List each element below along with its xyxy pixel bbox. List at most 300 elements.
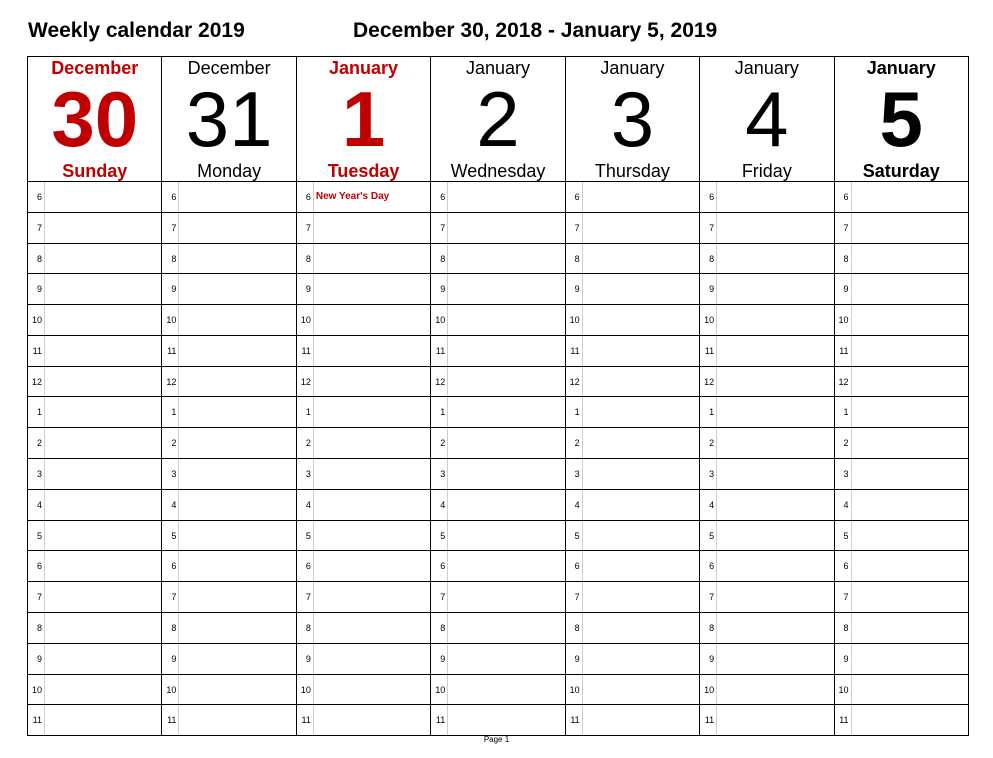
hour-row[interactable] [835, 336, 968, 367]
time-slot[interactable] [583, 521, 699, 551]
day-number: 2 [476, 75, 520, 163]
hour-row[interactable] [162, 582, 295, 613]
time-slot[interactable] [717, 675, 833, 705]
hour-row[interactable] [162, 213, 295, 244]
hour-row[interactable] [28, 705, 161, 736]
time-slot[interactable] [852, 397, 968, 427]
hour-label: 2 [297, 428, 314, 458]
time-slot[interactable] [583, 182, 699, 212]
time-slot[interactable] [45, 182, 161, 212]
hour-row[interactable] [162, 305, 295, 336]
time-slot[interactable] [852, 582, 968, 612]
hour-label: 2 [835, 428, 852, 458]
hour-row[interactable] [162, 551, 295, 582]
time-slot[interactable] [717, 521, 833, 551]
hour-row[interactable] [162, 274, 295, 305]
time-slot[interactable] [45, 397, 161, 427]
hour-row[interactable] [835, 213, 968, 244]
hour-label: 4 [28, 490, 45, 520]
hour-row[interactable] [566, 274, 699, 305]
hour-row[interactable] [566, 305, 699, 336]
hour-row[interactable] [297, 551, 430, 582]
hour-row[interactable] [162, 490, 295, 521]
hour-row[interactable] [28, 582, 161, 613]
time-slot[interactable] [852, 428, 968, 458]
hour-row[interactable] [297, 613, 430, 644]
time-slot[interactable] [717, 551, 833, 581]
time-slot[interactable] [179, 705, 295, 735]
time-slot[interactable] [583, 305, 699, 335]
time-slot[interactable] [314, 336, 430, 366]
hour-label: 9 [162, 644, 179, 674]
time-slot[interactable] [314, 397, 430, 427]
time-slot[interactable] [448, 551, 564, 581]
time-slot[interactable] [852, 305, 968, 335]
hour-row[interactable] [162, 644, 295, 675]
time-slot[interactable] [583, 367, 699, 397]
hour-label: 6 [28, 551, 45, 581]
hour-row[interactable] [835, 367, 968, 398]
hour-row[interactable] [700, 644, 833, 675]
hour-label: 11 [835, 336, 852, 366]
time-slot[interactable] [852, 705, 968, 735]
hour-row[interactable] [566, 644, 699, 675]
time-slot[interactable] [45, 459, 161, 489]
hour-row[interactable] [700, 521, 833, 552]
time-slot[interactable] [314, 459, 430, 489]
hour-row[interactable] [835, 490, 968, 521]
time-slot[interactable] [179, 305, 295, 335]
time-slot[interactable] [852, 675, 968, 705]
hour-row[interactable] [162, 182, 295, 213]
time-slot[interactable] [179, 459, 295, 489]
hour-row[interactable] [566, 521, 699, 552]
time-slot[interactable] [583, 613, 699, 643]
hour-label: 7 [700, 582, 717, 612]
hour-row[interactable] [835, 705, 968, 736]
time-slot[interactable] [314, 244, 430, 274]
time-slot[interactable] [45, 274, 161, 304]
hour-row[interactable] [835, 305, 968, 336]
hour-row[interactable] [28, 336, 161, 367]
time-slot[interactable] [179, 521, 295, 551]
hour-row[interactable] [297, 182, 430, 213]
time-slot[interactable] [45, 428, 161, 458]
time-slot[interactable] [717, 397, 833, 427]
hour-label: 11 [700, 336, 717, 366]
hour-row[interactable] [431, 367, 564, 398]
hour-row[interactable] [431, 305, 564, 336]
time-slot[interactable] [314, 490, 430, 520]
hour-label: 4 [835, 490, 852, 520]
hour-row[interactable] [566, 675, 699, 706]
hour-label: 8 [162, 613, 179, 643]
time-slot[interactable] [448, 490, 564, 520]
hour-row[interactable] [835, 182, 968, 213]
time-slot[interactable] [314, 644, 430, 674]
hour-row[interactable] [162, 336, 295, 367]
hour-row[interactable] [566, 397, 699, 428]
hour-label: 7 [28, 582, 45, 612]
hour-row[interactable] [297, 582, 430, 613]
hour-row[interactable] [28, 244, 161, 275]
time-slot[interactable] [179, 274, 295, 304]
hour-row[interactable] [297, 644, 430, 675]
hour-row[interactable] [297, 305, 430, 336]
hour-row[interactable] [297, 428, 430, 459]
time-slot[interactable] [448, 644, 564, 674]
time-slot[interactable]: New Year's Day [315, 191, 390, 202]
time-slot[interactable] [179, 213, 295, 243]
time-slot[interactable] [314, 274, 430, 304]
time-slot[interactable] [314, 428, 430, 458]
hour-row[interactable] [162, 613, 295, 644]
time-slot[interactable] [45, 367, 161, 397]
day-number: 4 [745, 75, 789, 163]
time-slot[interactable] [179, 490, 295, 520]
hour-row[interactable] [28, 675, 161, 706]
hour-label: 7 [700, 213, 717, 243]
hour-row[interactable] [835, 582, 968, 613]
day-weekday: Thursday [594, 161, 670, 181]
time-slot[interactable] [717, 274, 833, 304]
hour-row[interactable] [297, 705, 430, 736]
time-slot[interactable] [852, 336, 968, 366]
time-slot[interactable] [314, 613, 430, 643]
hour-label: 8 [431, 613, 448, 643]
hour-row[interactable] [835, 551, 968, 582]
time-slot[interactable] [583, 582, 699, 612]
hour-label: 8 [297, 244, 314, 274]
hour-label: 3 [566, 459, 583, 489]
time-slot[interactable] [179, 613, 295, 643]
time-slot[interactable] [179, 397, 295, 427]
time-slot[interactable] [179, 336, 295, 366]
hour-row[interactable] [297, 367, 430, 398]
hour-row[interactable] [431, 274, 564, 305]
hour-row[interactable] [431, 244, 564, 275]
time-slot[interactable] [852, 521, 968, 551]
hour-row[interactable] [297, 521, 430, 552]
hour-row[interactable] [700, 274, 833, 305]
time-slot[interactable] [717, 582, 833, 612]
time-slot[interactable] [852, 274, 968, 304]
hour-label: 9 [431, 274, 448, 304]
time-slot[interactable] [583, 213, 699, 243]
hour-label: 10 [835, 675, 852, 705]
hour-row[interactable] [835, 244, 968, 275]
time-slot[interactable] [45, 705, 161, 735]
hour-label: 10 [700, 675, 717, 705]
time-slot[interactable] [717, 213, 833, 243]
day-header [297, 57, 430, 182]
hour-label: 3 [297, 459, 314, 489]
time-slot[interactable] [583, 397, 699, 427]
time-slot[interactable] [45, 244, 161, 274]
time-slot[interactable] [179, 551, 295, 581]
hour-row[interactable] [700, 397, 833, 428]
hour-label: 1 [28, 397, 45, 427]
hour-row[interactable] [297, 490, 430, 521]
hour-row[interactable] [431, 336, 564, 367]
time-slot[interactable] [179, 582, 295, 612]
time-slot[interactable] [448, 675, 564, 705]
hour-row[interactable] [566, 551, 699, 582]
time-slot[interactable] [448, 397, 564, 427]
time-slot[interactable] [448, 705, 564, 735]
time-slot[interactable] [45, 551, 161, 581]
hour-row[interactable] [566, 490, 699, 521]
time-slot[interactable] [448, 182, 564, 212]
time-slot[interactable] [717, 428, 833, 458]
hour-row[interactable] [28, 551, 161, 582]
hour-row[interactable] [28, 490, 161, 521]
hour-row[interactable] [162, 397, 295, 428]
time-slot[interactable] [179, 182, 295, 212]
time-slot[interactable] [583, 644, 699, 674]
hour-row[interactable] [700, 182, 833, 213]
time-slot[interactable] [852, 551, 968, 581]
hour-row[interactable] [566, 367, 699, 398]
hour-row[interactable] [700, 613, 833, 644]
time-slot[interactable] [179, 244, 295, 274]
time-slot[interactable] [852, 459, 968, 489]
time-slot[interactable] [717, 244, 833, 274]
hour-label: 8 [162, 244, 179, 274]
day-weekday: Friday [741, 161, 792, 181]
hour-row[interactable] [162, 459, 295, 490]
hour-row[interactable] [431, 182, 564, 213]
hour-row[interactable] [162, 367, 295, 398]
hour-row[interactable] [28, 367, 161, 398]
hour-row[interactable] [566, 459, 699, 490]
hour-row[interactable] [566, 613, 699, 644]
hour-row[interactable] [835, 644, 968, 675]
time-slot[interactable] [45, 336, 161, 366]
hour-row[interactable] [431, 521, 564, 552]
hour-label: 1 [431, 397, 448, 427]
time-slot[interactable] [448, 274, 564, 304]
time-slot[interactable] [717, 305, 833, 335]
hour-label: 7 [431, 582, 448, 612]
hour-row[interactable] [700, 305, 833, 336]
hour-row[interactable] [700, 582, 833, 613]
hour-label: 11 [28, 336, 45, 366]
hour-row[interactable] [835, 521, 968, 552]
hour-row[interactable] [835, 459, 968, 490]
hour-label: 6 [28, 182, 45, 212]
day-header [162, 57, 295, 182]
time-slot[interactable] [717, 490, 833, 520]
time-slot[interactable] [448, 613, 564, 643]
hour-row[interactable] [162, 244, 295, 275]
time-slot[interactable] [314, 521, 430, 551]
hour-row[interactable] [566, 244, 699, 275]
time-slot[interactable] [717, 336, 833, 366]
hour-row[interactable] [28, 459, 161, 490]
hour-row[interactable] [700, 336, 833, 367]
hour-row[interactable] [28, 274, 161, 305]
hour-row[interactable] [28, 521, 161, 552]
time-slot[interactable] [583, 274, 699, 304]
time-slot[interactable] [314, 582, 430, 612]
time-slot[interactable] [583, 428, 699, 458]
time-slot[interactable] [583, 675, 699, 705]
hour-label: 10 [162, 305, 179, 335]
hour-row[interactable] [431, 675, 564, 706]
hour-row[interactable] [566, 582, 699, 613]
hour-label: 2 [28, 428, 45, 458]
time-slot[interactable] [45, 213, 161, 243]
hour-row[interactable] [700, 213, 833, 244]
time-slot[interactable] [852, 490, 968, 520]
hour-row[interactable] [297, 397, 430, 428]
hour-row[interactable] [700, 551, 833, 582]
hour-row[interactable] [28, 644, 161, 675]
hour-row[interactable] [835, 397, 968, 428]
time-slot[interactable] [45, 490, 161, 520]
time-slot[interactable] [314, 705, 430, 735]
hour-row[interactable] [297, 459, 430, 490]
time-slot[interactable] [583, 490, 699, 520]
hour-row[interactable] [28, 305, 161, 336]
time-slot[interactable] [314, 367, 430, 397]
time-slot[interactable] [448, 459, 564, 489]
hour-label: 10 [28, 305, 45, 335]
time-slot[interactable] [852, 644, 968, 674]
hour-row[interactable] [297, 244, 430, 275]
time-slot[interactable] [583, 459, 699, 489]
hour-row[interactable] [700, 459, 833, 490]
hour-row[interactable] [162, 675, 295, 706]
hour-row[interactable] [700, 244, 833, 275]
hour-row[interactable] [700, 675, 833, 706]
hour-row[interactable] [835, 675, 968, 706]
time-slot[interactable] [717, 367, 833, 397]
day-month: December [187, 58, 271, 78]
time-slot[interactable] [179, 675, 295, 705]
time-slot[interactable] [852, 367, 968, 397]
time-slot[interactable] [852, 182, 968, 212]
hour-row[interactable] [297, 213, 430, 244]
hour-label: 11 [566, 705, 583, 735]
time-slot[interactable] [448, 213, 564, 243]
hour-label: 3 [28, 459, 45, 489]
time-slot[interactable] [717, 613, 833, 643]
time-slot[interactable] [179, 428, 295, 458]
hour-row[interactable] [28, 182, 161, 213]
time-slot[interactable] [448, 428, 564, 458]
hour-row[interactable] [700, 705, 833, 736]
hour-label: 12 [297, 367, 314, 397]
time-slot[interactable] [583, 336, 699, 366]
hour-row[interactable] [835, 613, 968, 644]
hour-row[interactable] [297, 274, 430, 305]
hour-row[interactable] [566, 182, 699, 213]
hour-row[interactable] [162, 428, 295, 459]
hour-row[interactable] [431, 459, 564, 490]
hour-row[interactable] [28, 213, 161, 244]
time-slot[interactable] [314, 675, 430, 705]
time-slot[interactable] [583, 705, 699, 735]
time-slot[interactable] [717, 644, 833, 674]
time-slot[interactable] [179, 644, 295, 674]
time-slot[interactable] [583, 244, 699, 274]
hour-row[interactable] [431, 490, 564, 521]
day-number: 1 [341, 75, 386, 163]
time-slot[interactable] [448, 582, 564, 612]
hour-row[interactable] [566, 336, 699, 367]
time-slot[interactable] [314, 551, 430, 581]
hour-row[interactable] [297, 336, 430, 367]
time-slot[interactable] [717, 705, 833, 735]
hour-label: 1 [297, 397, 314, 427]
time-slot[interactable] [717, 182, 833, 212]
hour-label: 9 [700, 274, 717, 304]
hour-row[interactable] [431, 705, 564, 736]
hour-row[interactable] [700, 428, 833, 459]
time-slot[interactable] [45, 582, 161, 612]
day-header [566, 57, 699, 182]
hour-label: 8 [835, 244, 852, 274]
hour-row[interactable] [162, 521, 295, 552]
time-slot[interactable] [45, 675, 161, 705]
hour-row[interactable] [28, 397, 161, 428]
time-slot[interactable] [45, 613, 161, 643]
hour-row[interactable] [431, 613, 564, 644]
hour-row[interactable] [297, 675, 430, 706]
hour-row[interactable] [28, 613, 161, 644]
hour-row[interactable] [566, 213, 699, 244]
hour-label: 10 [700, 305, 717, 335]
hour-row[interactable] [835, 274, 968, 305]
time-slot[interactable] [448, 305, 564, 335]
hour-row[interactable] [700, 367, 833, 398]
hour-label: 4 [162, 490, 179, 520]
hour-row[interactable] [700, 490, 833, 521]
hour-label: 10 [566, 305, 583, 335]
time-slot[interactable] [448, 521, 564, 551]
hour-row[interactable] [835, 428, 968, 459]
time-slot[interactable] [583, 551, 699, 581]
time-slot[interactable] [45, 305, 161, 335]
hour-row[interactable] [431, 551, 564, 582]
hour-row[interactable] [431, 644, 564, 675]
hour-row[interactable] [28, 428, 161, 459]
time-slot[interactable] [45, 644, 161, 674]
time-slot[interactable] [45, 521, 161, 551]
time-slot[interactable] [717, 459, 833, 489]
time-slot[interactable] [448, 336, 564, 366]
hour-label: 3 [431, 459, 448, 489]
hour-row[interactable] [431, 213, 564, 244]
hour-row[interactable] [566, 428, 699, 459]
time-slot[interactable] [852, 213, 968, 243]
time-slot[interactable] [179, 367, 295, 397]
hour-row[interactable] [162, 705, 295, 736]
time-slot[interactable] [852, 244, 968, 274]
time-slot[interactable] [852, 613, 968, 643]
time-slot[interactable] [314, 305, 430, 335]
hour-label: 8 [566, 244, 583, 274]
time-slot[interactable] [448, 244, 564, 274]
hour-row[interactable] [431, 397, 564, 428]
hour-row[interactable] [431, 582, 564, 613]
time-slot[interactable] [314, 213, 430, 243]
hour-row[interactable] [566, 705, 699, 736]
time-slot[interactable] [448, 367, 564, 397]
hour-row[interactable] [431, 428, 564, 459]
